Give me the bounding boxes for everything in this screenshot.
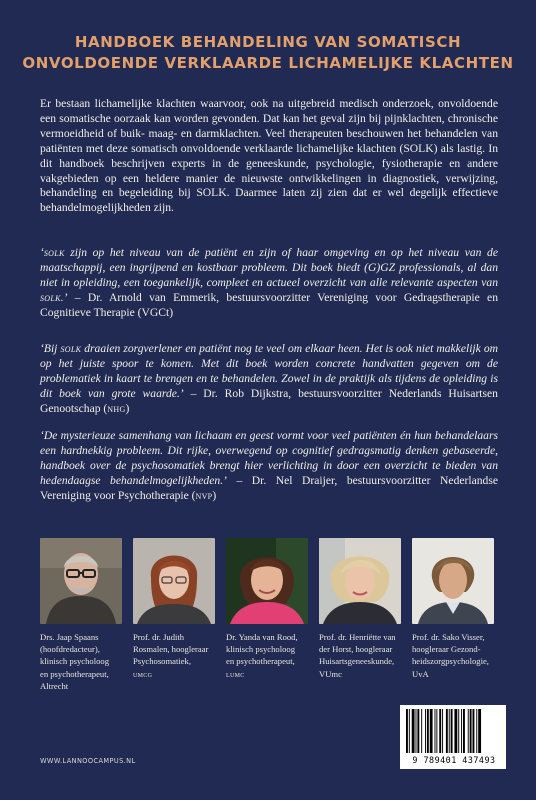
author-caption-visser: Prof. dr. Sako Visser, hoogleraar Gezond- heidszorgpsychologie, UvA (412, 632, 489, 679)
title-line-1: HANDBOEK BEHANDELING VAN SOMATISCH (74, 33, 462, 51)
author-photo-vanderhorst (319, 538, 401, 624)
author-photo-vanrood (226, 538, 308, 624)
author-caption-vanrood: Dr. Yanda van Rood, klinisch psycholoog en psychotherapeut, lumc (226, 632, 298, 679)
author-caption-spaans: Drs. Jaap Spaans (hoofdredacteur), klinisch psycholoog en psychotherapeut, Altrecht (40, 632, 109, 691)
quote-dijkstra: ‘Bij solk draaien zorgverlener en patiënt nog te veel om elkaar heen. Het is ook niet makkelijk om op het juiste spoor te komen. Met dit boek worden concrete handvatten gegeven om de problematiek in kaart te brengen en te behandelen. Zowel in de praktijk als tijdens de opleiding is dit boek van grote waarde.’ – Dr. Rob Dijkstra, bestuursvoorzitter Nederlands Huisartsen Genootschap (nhg) (40, 342, 498, 415)
author-photo-rosmalen (133, 538, 215, 624)
quote-draijer: ‘De mysterieuze samenhang van lichaam en geest vormt voor veel patiënten én hun behandelaars een hardnekkig probleem. Dit rijke, overwegend op cognitief gedragsmatig denken gebaseerde, handboek over de psychosomatiek brengt hier verlichting in door een overzicht te bieden van hedendaagse behandelmogelijkheden.’ – Dr. Nel Draijer, bestuursvoorzitter Nederlandse Vereniging voor Psychotherapie (nvp) (40, 429, 498, 502)
intro-paragraph: Er bestaan lichamelijke klachten waarvoor, ook na uitgebreid medisch onderzoek, onvoldoende een somatische oorzaak kan worden gevonden. Dat kan het geval zijn bij pijnklachten, chronische vermoeidheid of buik- maag- en darmklachten. Veel therapeuten beschouwen het behandelen van patiënten met deze somatisch onvoldoende verklaarde lichamelijke klachten (SOLK) als lastig. In dit handboek beschrijven experts in de geneeskunde, psychologie, fysiotherapie en andere vakgebieden op een heldere manier de nieuwste ontwikkelingen in diagnostiek, verwijzing, behandeling en begeleiding bij SOLK. Daarmee laten zij zien dat er wel degelijk effectieve behandelmogelijkheden zijn. (40, 97, 498, 215)
isbn-barcode (400, 705, 506, 769)
author-caption-rosmalen: Prof. dr. Judith Rosmalen, hoogleraar Psychosomatiek, umcg (133, 632, 209, 679)
barcode-bars (406, 709, 502, 753)
author-caption-vanderhorst: Prof. dr. Henriëtte van der Horst, hoogleraar Huisartsgeneeskunde, VUmc (319, 632, 396, 679)
quote-attribution: – Dr. Nel Draijer, bestuursvoorzitter Nederlandse Vereniging voor Psychotherapie ( (40, 473, 498, 502)
author-photo-visser (412, 538, 494, 624)
isbn-number: 9 789401 437493 (412, 755, 496, 765)
author-photo-spaans (40, 538, 122, 624)
quote-attribution: – Dr. Rob Dijkstra, bestuursvoorzitter Nederlands Huisartsen Genootschap ( (40, 386, 498, 415)
quote-attribution: – Dr. Arnold van Emmerik, bestuursvoorzitter Vereniging voor Gedragstherapie en Cognitieve Therapie (VGCt) (40, 290, 498, 319)
publisher-website[interactable]: WWW.LANNOOCAMPUS.NL (40, 757, 136, 765)
quote-emmerik: ‘solk zijn op het niveau van de patiënt en zijn of haar omgeving en op het niveau van de maatschappij, een ingrijpend en kostbaar probleem. Dit boek biedt (G)GZ professionals, al dan niet in opleiding, een toegankelijk, compleet en actueel overzicht van alle relevante aspecten van solk.’ – Dr. Arnold van Emmerik, bestuursvoorzitter Vereniging voor Gedragstherapie en Cognitieve Therapie (VGCt) (40, 246, 498, 319)
book-title (0, 32, 536, 74)
title-line-2: ONVOLDOENDE VERKLAARDE LICHAMELIJKE KLACHTEN (22, 54, 514, 72)
